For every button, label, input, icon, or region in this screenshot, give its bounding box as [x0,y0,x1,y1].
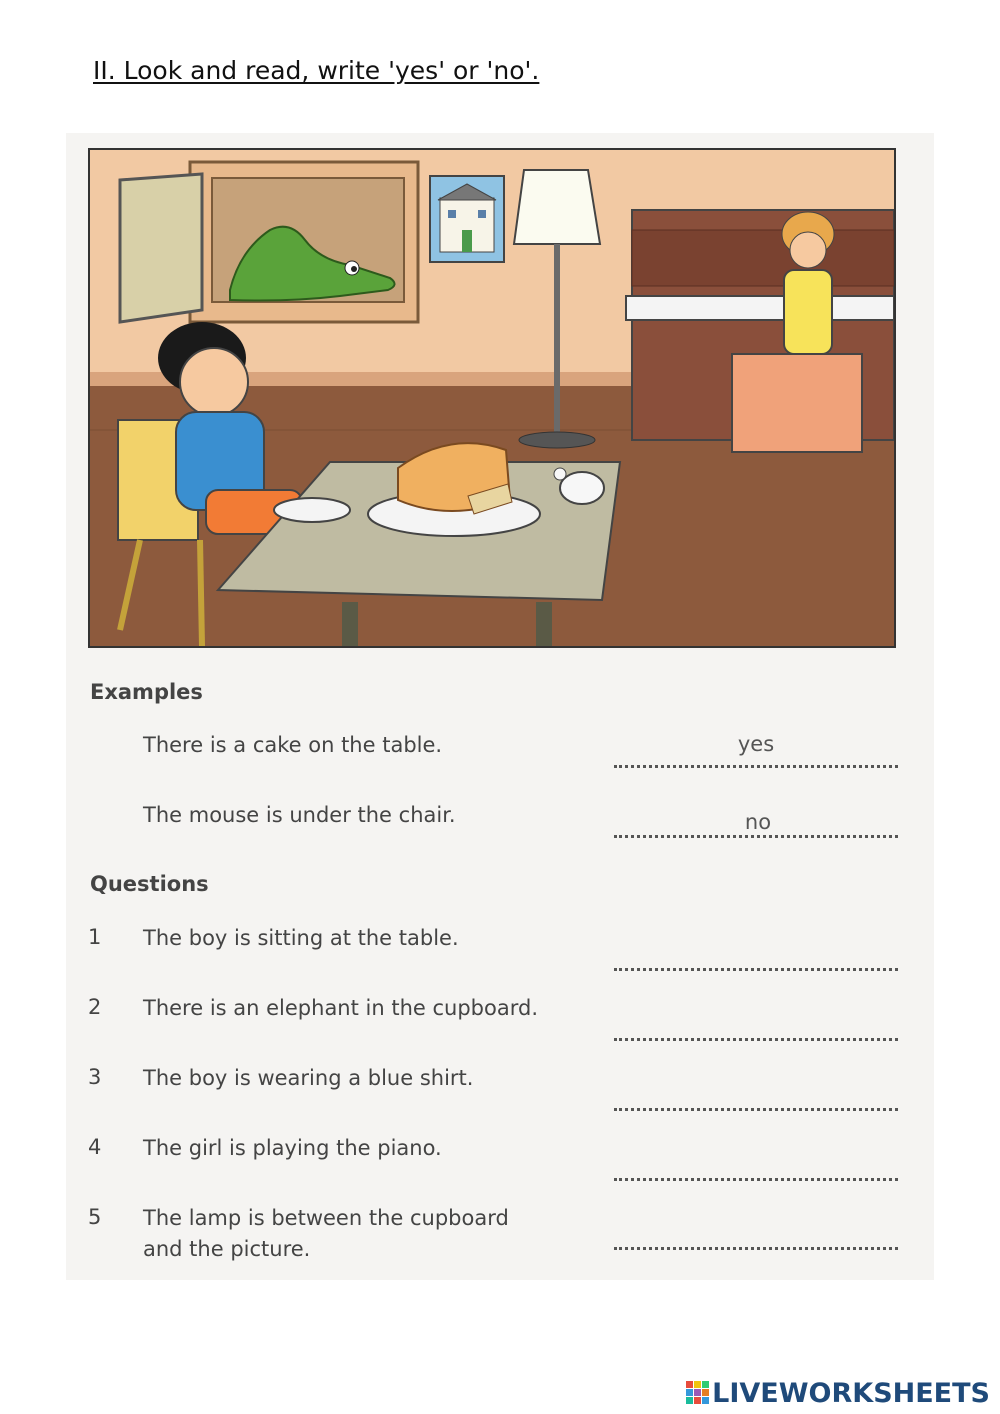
question-3-answer-input[interactable] [650,1077,864,1109]
example-1-text: There is a cake on the table. [143,733,443,757]
example-2-text: The mouse is under the chair. [143,803,456,827]
liveworksheets-logo-text: LIVEWORKSHEETS [712,1377,990,1409]
examples-heading: Examples [90,680,203,704]
question-3-number: 3 [88,1065,102,1089]
question-1-number: 1 [88,925,102,949]
question-5-number: 5 [88,1205,102,1229]
question-3-answer-line [614,1108,898,1111]
scene-illustration [88,148,896,648]
question-2-answer-line [614,1038,898,1041]
cupboard [120,162,418,322]
example-1-answer: yes [737,732,775,756]
question-1-answer-input[interactable] [650,937,864,969]
question-2-answer-input[interactable] [650,1007,864,1039]
question-1-text: The boy is sitting at the table. [143,926,459,950]
piano-stool [732,354,862,452]
house-picture [430,176,504,262]
question-4-number: 4 [88,1135,102,1159]
question-5-answer-line [614,1247,898,1250]
question-5-answer-input[interactable] [650,1216,864,1248]
example-2-answer-line [614,835,898,838]
example-2-answer: no [744,810,772,834]
question-2-text: There is an elephant in the cupboard. [143,996,538,1020]
liveworksheets-logo [686,1375,990,1411]
questions-heading: Questions [90,872,209,896]
question-4-text: The girl is playing the piano. [143,1136,442,1160]
question-4-answer-line [614,1178,898,1181]
example-1-answer-line [614,765,898,768]
question-2-number: 2 [88,995,102,1019]
question-3-text: The boy is wearing a blue shirt. [143,1066,474,1090]
liveworksheets-logo-icon [686,1379,710,1407]
question-4-answer-input[interactable] [650,1147,864,1179]
question-1-answer-line [614,968,898,971]
worksheet-title: II. Look and read, write 'yes' or 'no'. [93,56,540,85]
question-5-text-line2: and the picture. [143,1237,311,1261]
question-5-text: The lamp is between the cupboard [143,1206,509,1230]
girl [782,212,834,354]
